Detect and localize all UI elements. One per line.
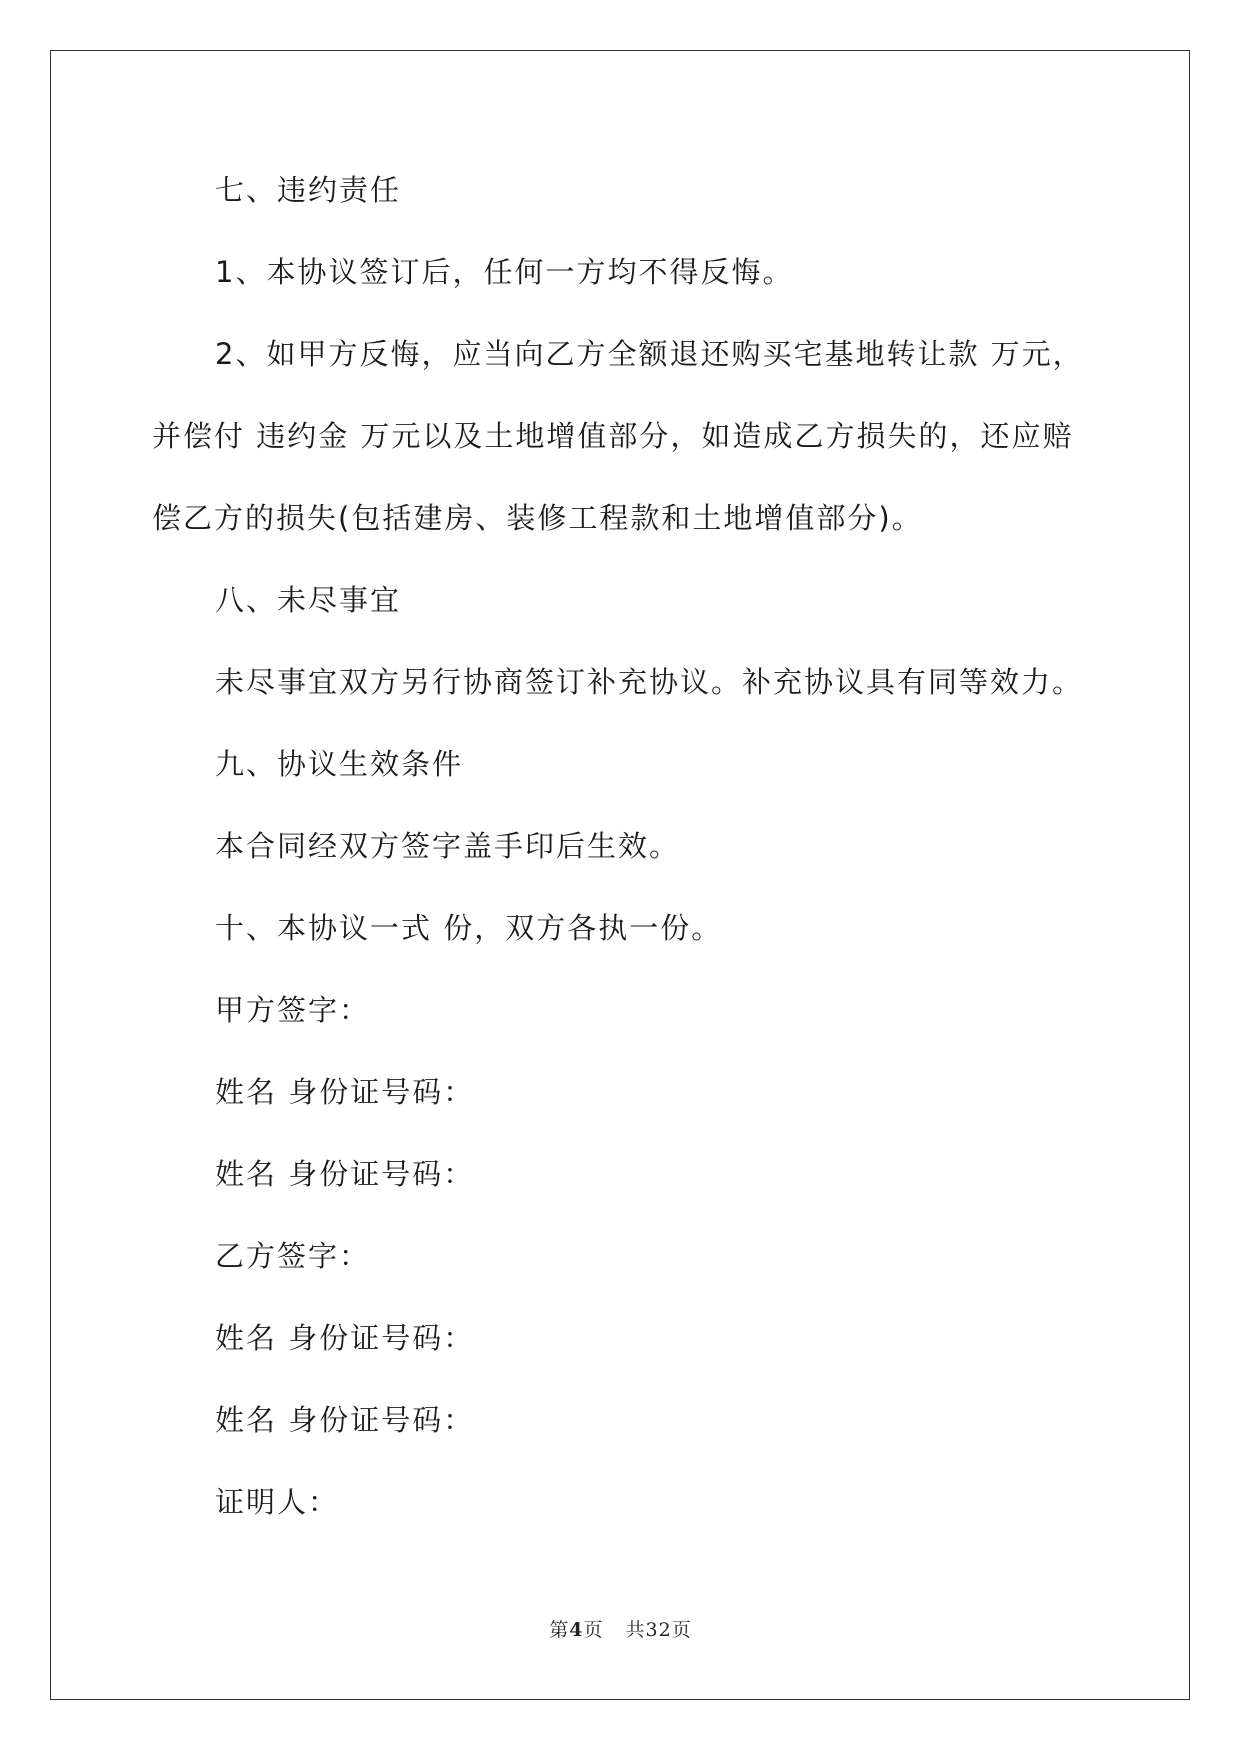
footer-total-pages: 32 — [645, 1619, 672, 1641]
party-a-signature-label: 甲方签字： — [215, 993, 371, 1027]
party-a-person-2: 姓名 身份证号码： — [215, 1157, 475, 1191]
clause-2-line-1: 2、如甲方反悔，应当向乙方全额退还购买宅基地转让款 万元， — [215, 337, 1084, 371]
party-b-person-2: 姓名 身份证号码： — [215, 1403, 475, 1437]
page-footer — [0, 1615, 1241, 1642]
witness-label: 证明人： — [215, 1485, 340, 1519]
footer-total-prefix: 共 — [625, 1619, 646, 1641]
section-heading-breach: 七、违约责任 — [215, 173, 402, 207]
effective-text: 本合同经双方签字盖手印后生效。 — [215, 829, 681, 863]
party-b-signature-label: 乙方签字： — [215, 1239, 371, 1273]
footer-prefix: 第 — [549, 1619, 570, 1641]
section-heading-unresolved: 八、未尽事宜 — [215, 583, 402, 617]
footer-page-unit: 页 — [583, 1619, 604, 1641]
clause-2-line-2: 并偿付 违约金 万元以及土地增值部分，如造成乙方损失的，还应赔 — [152, 419, 1074, 453]
footer-total-unit: 页 — [671, 1619, 692, 1641]
party-a-person-1: 姓名 身份证号码： — [215, 1075, 475, 1109]
page-border — [50, 50, 1190, 1700]
party-b-person-1: 姓名 身份证号码： — [215, 1321, 475, 1355]
clause-1: 1、本协议签订后，任何一方均不得反悔。 — [215, 255, 794, 289]
section-copies: 十、本协议一式 份，双方各执一份。 — [215, 911, 723, 945]
unresolved-text: 未尽事宜双方另行协商签订补充协议。补充协议具有同等效力。 — [215, 665, 1084, 699]
section-heading-effective: 九、协议生效条件 — [215, 747, 464, 781]
footer-current-page: 4 — [569, 1619, 584, 1641]
clause-2-line-3: 偿乙方的损失(包括建房、装修工程款和土地增值部分)。 — [152, 501, 923, 535]
